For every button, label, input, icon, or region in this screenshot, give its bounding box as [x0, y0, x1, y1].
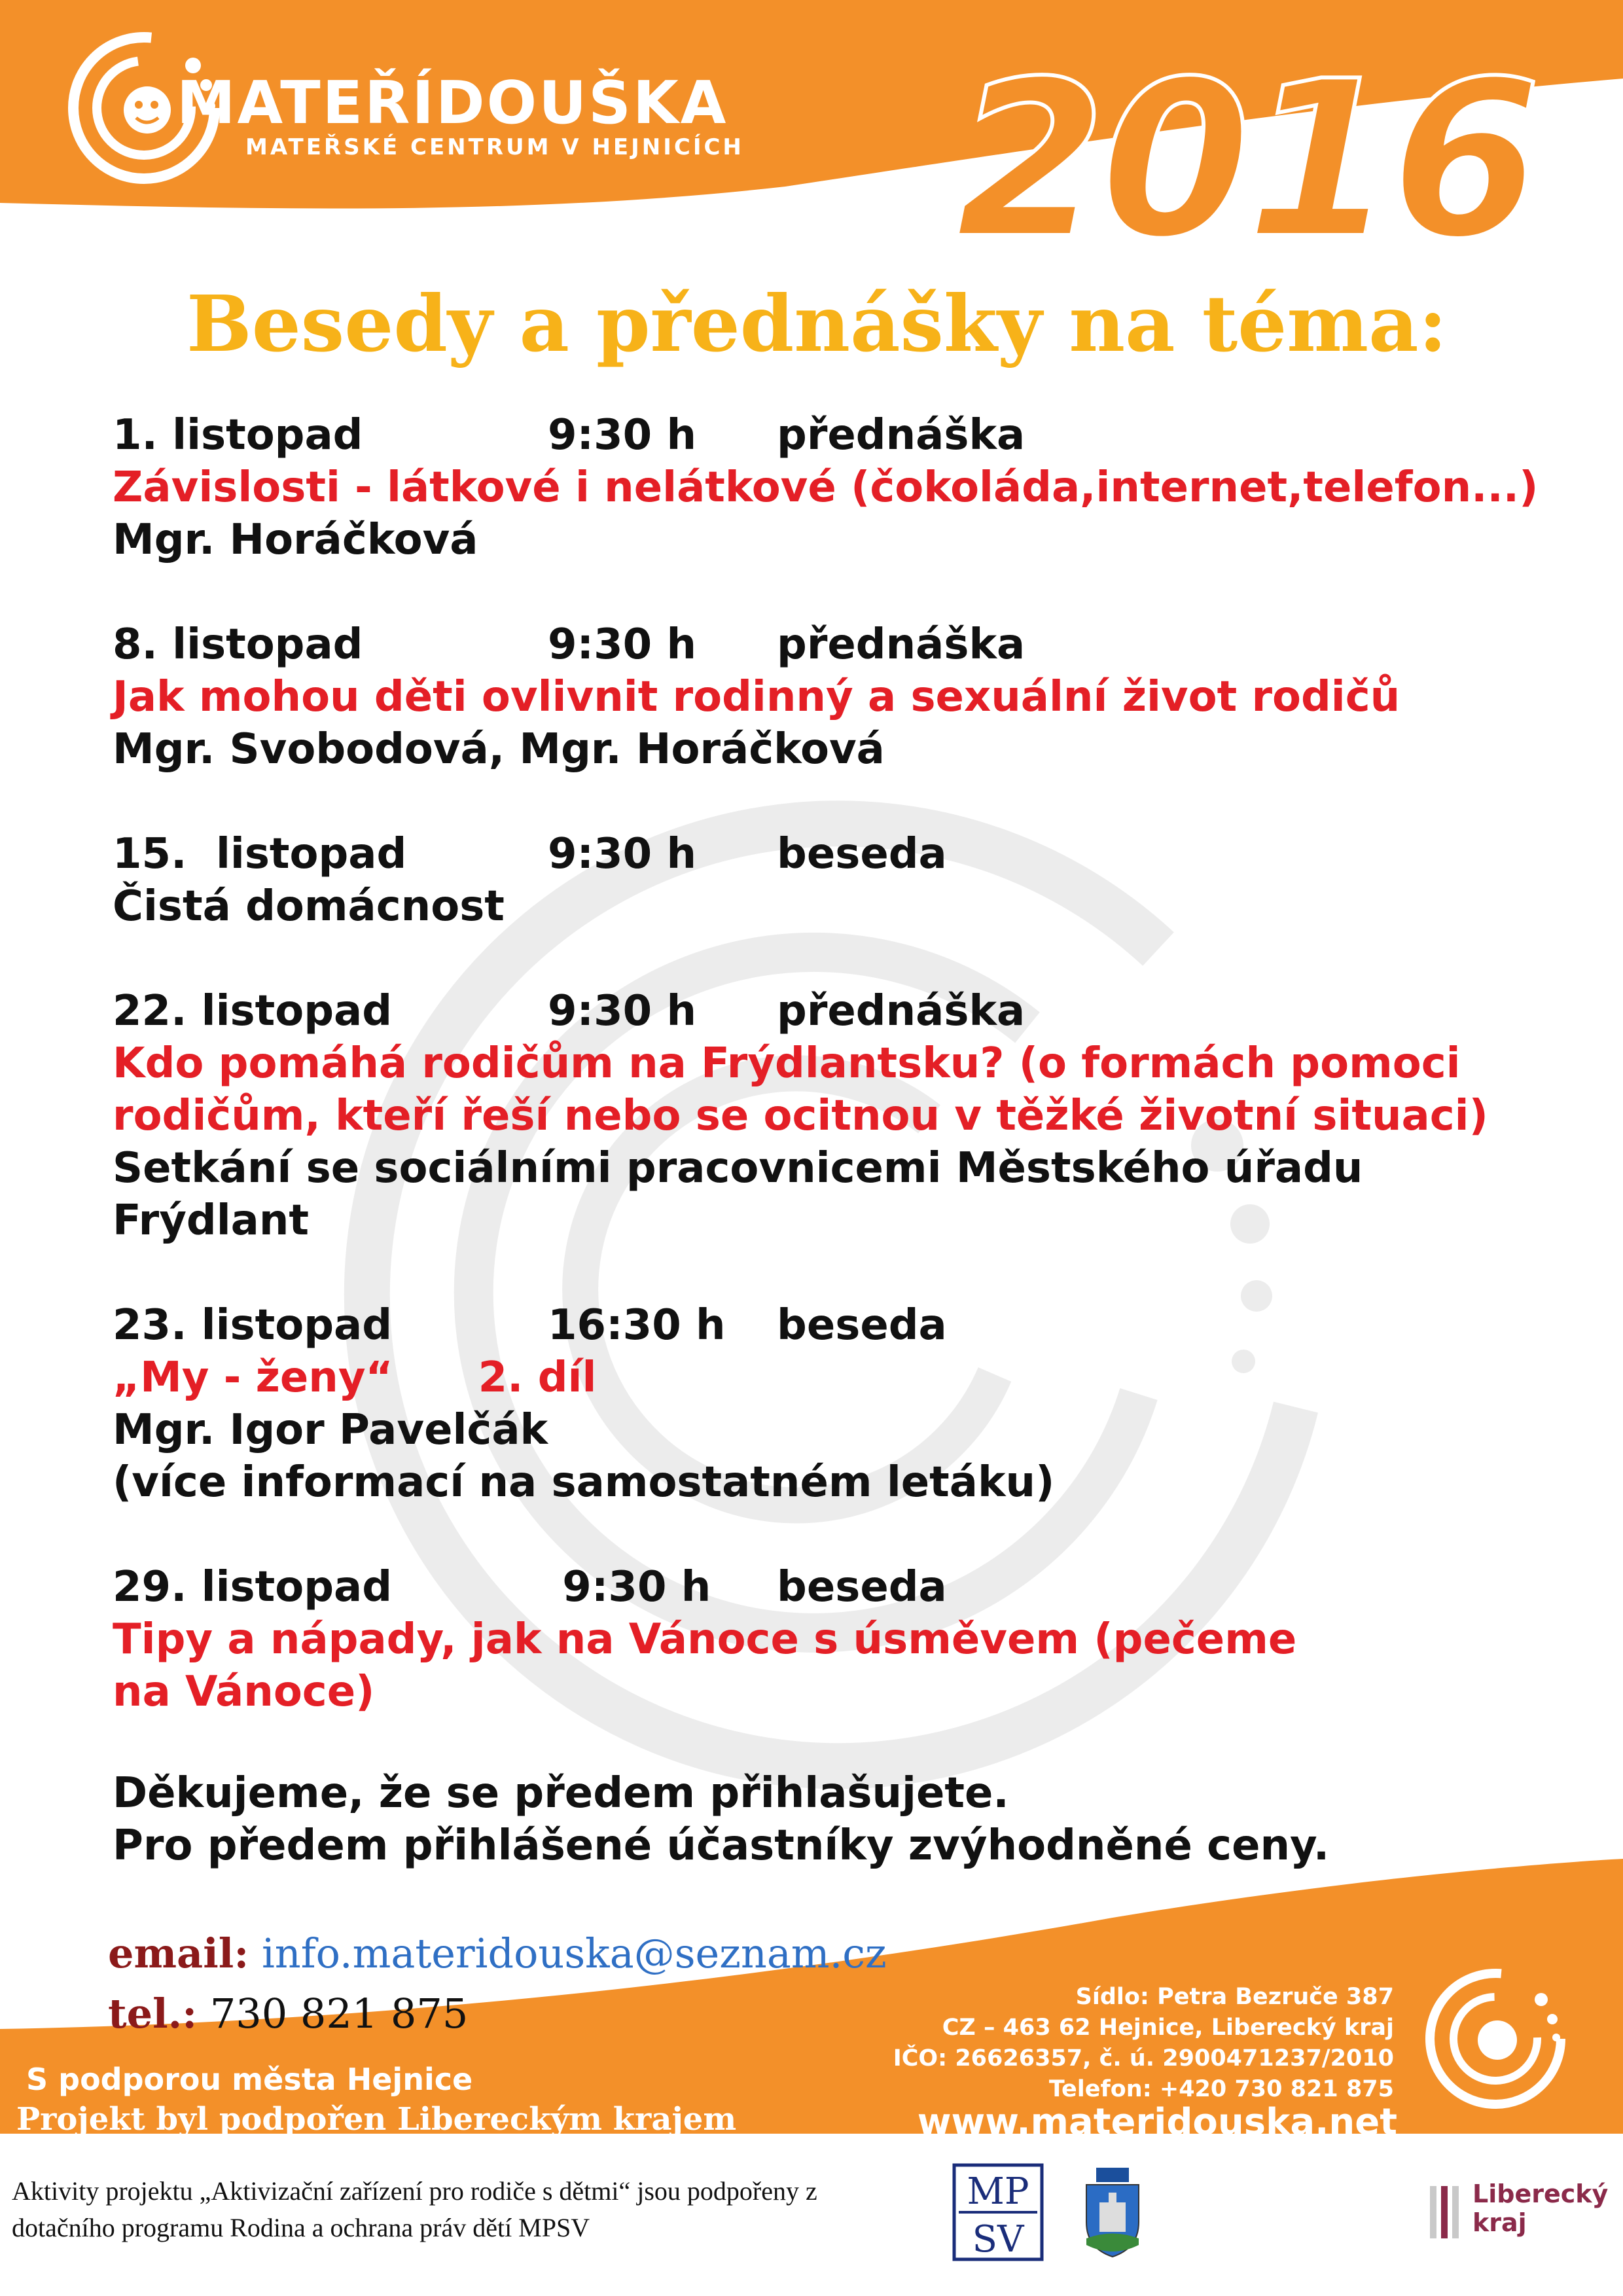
event-header: [113, 1561, 1592, 1613]
event-title: [113, 1352, 1592, 1404]
event-title: Jak mohou děti ovlivnit rodinný a sexuální život rodičů: [113, 673, 1400, 721]
address-block: [893, 1982, 1394, 2105]
event-header: [113, 1299, 1592, 1352]
event-time: 9:30 h: [548, 620, 697, 669]
support-region: Projekt byl podpořen Libereckým krajem: [16, 2101, 737, 2138]
event-title: Kdo pomáhá rodičům na Frýdlantsku? (o formách pomoci: [113, 1039, 1461, 1088]
event-detail: (více informací na samostatném letáku): [113, 1458, 1055, 1507]
event-time: 16:30 h: [548, 1301, 726, 1350]
events-list: [113, 409, 1592, 1770]
kraj-bars-icon: [1427, 2179, 1466, 2245]
event-title: Tipy a nápady, jak na Vánoce s úsměvem (pečeme: [113, 1615, 1297, 1664]
materidouska-small-logo-icon: [1414, 1954, 1584, 2124]
brand-subtitle: MATEŘSKÉ CENTRUM V HEJNICÍCH: [245, 134, 744, 160]
event-detail: Frýdlant: [113, 1196, 309, 1245]
page-heading: Besedy a přednášky na téma:: [187, 278, 1448, 369]
website-link[interactable]: www.materidouska.net: [917, 2101, 1397, 2144]
event-header: [113, 985, 1592, 1037]
event-time: 9:30 h: [548, 987, 697, 1035]
event-title: na Vánoce): [113, 1668, 375, 1716]
address-line: IČO: 26626357, č. ú. 2900471237/2010: [893, 2045, 1394, 2072]
event-date: 23. listopad: [113, 1301, 392, 1350]
kraj-logo-line: Liberecký: [1472, 2179, 1609, 2208]
year-title: 2016: [955, 35, 1536, 286]
event-item: [113, 828, 1592, 933]
tel-label: tel.:: [108, 1990, 198, 2037]
address-line: Sídlo: Petra Bezruče 387: [1075, 1984, 1394, 2010]
event-title-part: „My - ženy“: [113, 1354, 393, 1402]
event-date: 1. listopad: [113, 411, 363, 459]
event-header: [113, 409, 1592, 461]
footer-note-line: Děkujeme, že se předem přihlašujete.: [113, 1769, 1009, 1818]
footer-note-line: Pro předem přihlášené účastníky zvýhodněné ceny.: [113, 1821, 1330, 1870]
event-item: [113, 985, 1592, 1247]
event-item: [113, 619, 1592, 776]
event-date: 8. listopad: [113, 620, 363, 669]
event-date: 15. listopad: [113, 830, 407, 878]
tel-value: 730 821 875: [209, 1990, 469, 2037]
event-type: přednáška: [777, 411, 1026, 459]
project-note-line: dotačního programu Rodina a ochrana práv dětí MPSV: [12, 2213, 590, 2242]
project-note-line: Aktivity projektu „Aktivizační zařízení pro rodiče s dětmi“ jsou podpořeny z: [12, 2176, 817, 2206]
event-item: [113, 1299, 1592, 1509]
event-detail: Mgr. Svobodová, Mgr. Horáčková: [113, 725, 885, 774]
mpsv-logo-top: MP: [967, 2170, 1029, 2213]
event-time: 9:30 h: [548, 830, 697, 878]
mpsv-logo-bottom: SV: [972, 2218, 1024, 2261]
event-type: beseda: [777, 1301, 947, 1350]
event-detail: Setkání se sociálními pracovnicemi Městského úřadu: [113, 1144, 1363, 1193]
event-type: přednáška: [777, 620, 1026, 669]
event-detail: Mgr. Horáčková: [113, 516, 478, 564]
event-item: [113, 1561, 1592, 1718]
event-header: [113, 619, 1592, 671]
event-title: rodičům, kteří řeší nebo se ocitnou v těžké životní situaci): [113, 1092, 1488, 1140]
contact-tel: [108, 1990, 468, 2037]
email-link[interactable]: info.materidouska@seznam.cz: [261, 1929, 887, 1977]
event-item: [113, 409, 1592, 566]
event-type: beseda: [777, 830, 947, 878]
event-type: beseda: [777, 1563, 947, 1611]
mpsv-logo-icon: [952, 2163, 1044, 2261]
event-date: 22. listopad: [113, 987, 392, 1035]
address-line: CZ – 463 62 Hejnice, Liberecký kraj: [942, 2015, 1394, 2041]
event-time: 9:30 h: [548, 411, 697, 459]
event-title: Závislosti - látkové i nelátkové (čokoláda,internet,telefon...): [113, 463, 1539, 512]
footer-note: [113, 1767, 1329, 1872]
event-header: [113, 828, 1592, 880]
event-title-part: 2. díl: [478, 1354, 597, 1402]
kraj-logo-text: [1472, 2179, 1608, 2237]
event-time: 9:30 h: [548, 1563, 711, 1611]
contact-email: [108, 1929, 887, 1977]
liberecky-kraj-logo: [1427, 2179, 1609, 2245]
support-city: S podporou města Hejnice: [26, 2062, 473, 2097]
brand-name: MATEŘÍDOUŠKA: [177, 69, 728, 137]
event-type: přednáška: [777, 987, 1026, 1035]
address-line: Telefon: +420 730 821 875: [1048, 2076, 1394, 2102]
email-label: email:: [108, 1929, 249, 1977]
coat-of-arms-icon: [1080, 2166, 1145, 2258]
kraj-logo-line: kraj: [1472, 2208, 1527, 2237]
event-detail: Mgr. Igor Pavelčák: [113, 1406, 548, 1454]
event-detail: Čistá domácnost: [113, 882, 505, 931]
project-note: [12, 2173, 817, 2246]
event-date: 29. listopad: [113, 1563, 392, 1611]
